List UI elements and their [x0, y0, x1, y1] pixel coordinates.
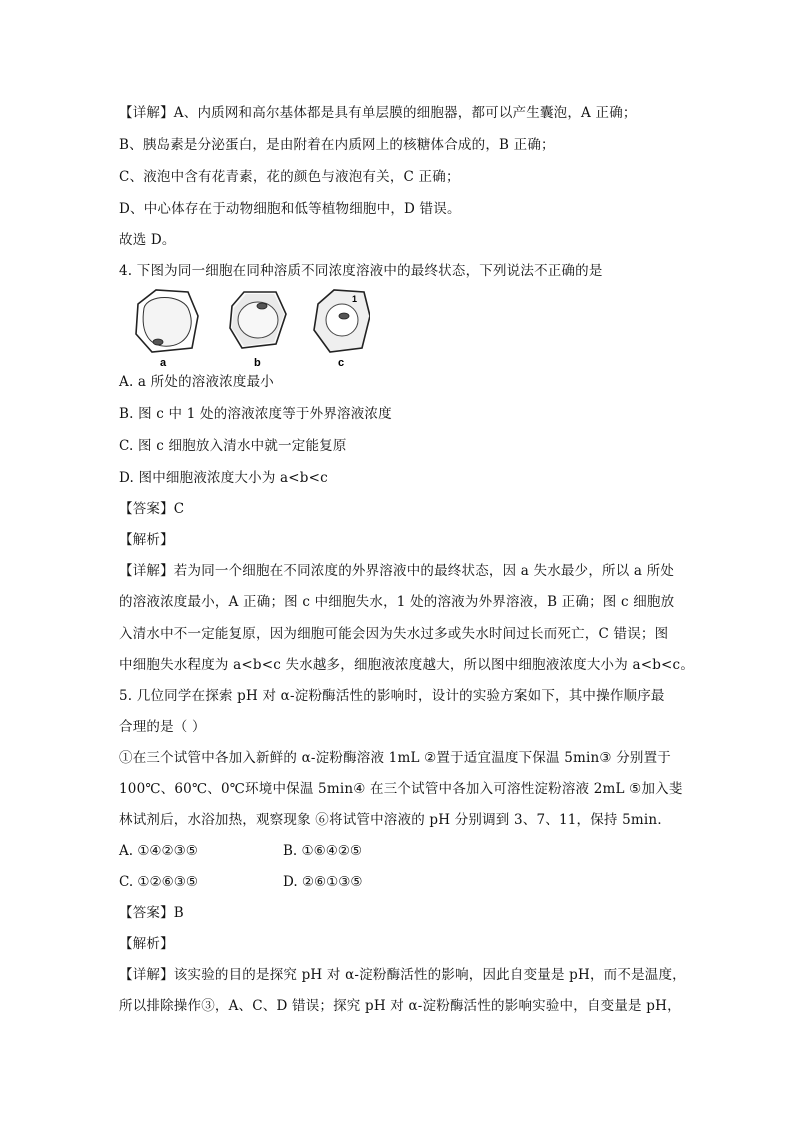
- text-line: B、胰岛素是分泌蛋白，是由附着在内质网上的核糖体合成的，B 正确；: [119, 137, 555, 153]
- cell-b: [230, 292, 286, 369]
- text-line: 的溶液浓度最小，A 正确；图 c 中细胞失水，1 处的溶液为外界溶液，B 正确；图 c 细胞放: [119, 594, 675, 610]
- text-line: 所以排除操作③，A、C、D 错误；探究 pH 对 α-淀粉酶活性的影响实验中，自变量是 pH，: [119, 998, 681, 1014]
- text-line: ①在三个试管中各加入新鲜的 α-淀粉酶溶液 1mL ②置于适宜温度下保温 5min③ 分别置于: [119, 750, 671, 766]
- question-5-stem: 合理的是（ ）: [119, 719, 206, 735]
- option-d: D. 图中细胞液浓度大小为 a<b<c: [119, 470, 328, 486]
- q5-option-b: B. ①⑥④②⑤: [283, 843, 363, 859]
- q5-option-a: A. ①④②③⑤: [119, 843, 198, 859]
- cell-c: [314, 290, 370, 369]
- cell-c-label: c: [338, 357, 345, 369]
- text-line: 林试剂后，水浴加热，观察现象 ⑥将试管中溶液的 pH 分别调到 3、7、11，保持 5min．: [119, 812, 672, 828]
- text-line: 【详解】若为同一个细胞在不同浓度的外界溶液中的最终状态，因 a 失水最少，所以 a 所处: [119, 563, 675, 579]
- option-c: C. 图 c 细胞放入清水中就一定能复原: [119, 438, 347, 454]
- text-line: D、中心体存在于动物细胞和低等植物细胞中，D 错误。: [119, 201, 461, 217]
- question-4-stem: 4. 下图为同一细胞在同种溶质不同浓度溶液中的最终状态，下列说法不正确的是: [119, 263, 603, 279]
- analysis-heading: 【解析】: [119, 532, 174, 548]
- analysis-heading: 【解析】: [119, 936, 174, 952]
- q5-option-c: C. ①②⑥③⑤: [119, 874, 198, 890]
- answer-label: 【答案】C: [119, 501, 185, 517]
- text-line: 【详解】A、内质网和高尔基体都是具有单层膜的细胞器，都可以产生囊泡，A 正确；: [119, 105, 637, 121]
- cell-a-label: a: [160, 357, 167, 369]
- text-line: 【详解】该实验的目的是探究 pH 对 α-淀粉酶活性的影响，因此自变量是 pH，而不是温度，: [119, 967, 686, 983]
- option-b: B. 图 c 中 1 处的溶液浓度等于外界溶液浓度: [119, 406, 392, 422]
- text-line: 中细胞失水程度为 a<b<c 失水越多，细胞液浓度越大，所以图中细胞液浓度大小为 a<b<c。: [119, 657, 695, 673]
- cell-diagram-figure: [130, 286, 370, 370]
- text-line: 100℃、60℃、0℃环境中保温 5min④ 在三个试管中各加入可溶性淀粉溶液 2mL ⑤加入斐: [119, 781, 683, 797]
- q5-option-d: D. ②⑥①③⑤: [283, 874, 363, 890]
- cell-a: [136, 290, 198, 369]
- text-line: 故选 D。: [119, 232, 176, 248]
- cell-b-label: b: [254, 357, 261, 369]
- cell-c-region-label: 1: [352, 294, 358, 304]
- text-line: C、液泡中含有花青素，花的颜色与液泡有关，C 正确；: [119, 169, 460, 185]
- question-5-stem: 5. 几位同学在探索 pH 对 α-淀粉酶活性的影响时，设计的实验方案如下，其中操作顺序最: [119, 688, 665, 704]
- text-line: 入清水中不一定能复原，因为细胞可能会因为失水过多或失水时间过长而死亡，C 错误；图: [119, 626, 669, 642]
- option-a: A. a 所处的溶液浓度最小: [119, 374, 274, 390]
- answer-label: 【答案】B: [119, 905, 184, 921]
